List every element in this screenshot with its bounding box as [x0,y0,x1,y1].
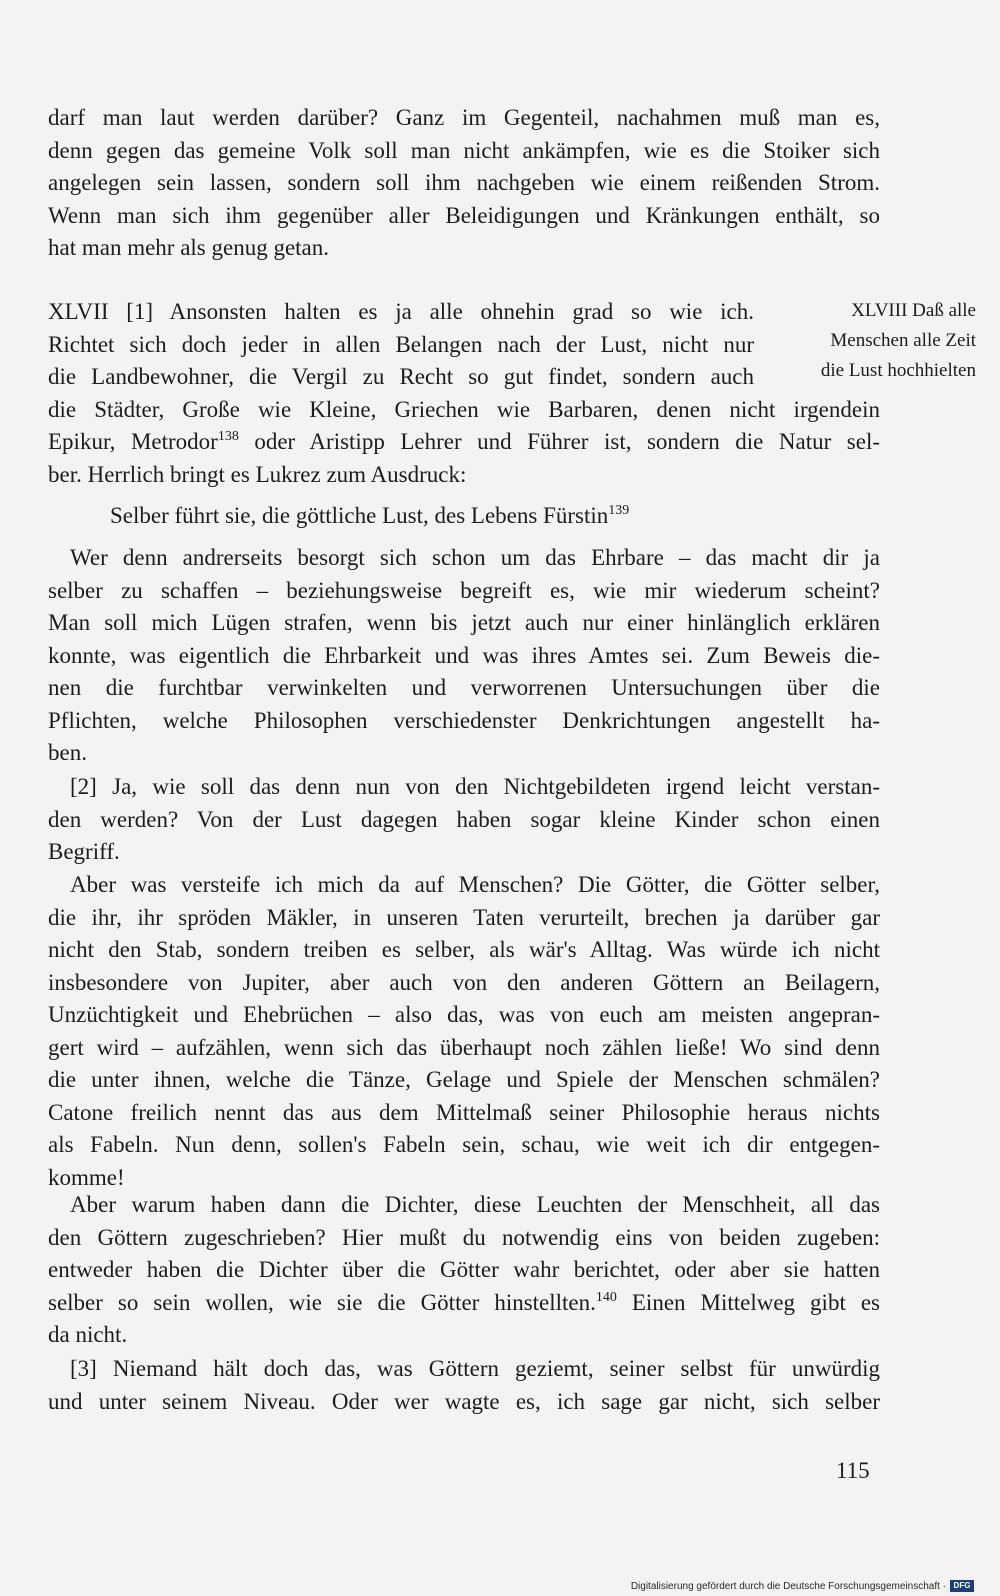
text-line: komme! [48,1164,125,1190]
text-line: die Städter, Große wie Kleine, Griechen wie Barbaren, denen nicht irgendein [48,396,880,422]
text-line: Wer denn andrerseits besorgt sich schon um das Ehrbare – das macht dir ja [70,545,880,570]
text-line: insbesondere von Jupiter, aber auch von den anderen Göttern an Beilagern, [48,969,880,995]
text-fragment: selber so sein wollen, wie sie die Götter hinstellten. [48,1289,596,1315]
text-line: die unter ihnen, welche die Tänze, Gelage und Spiele der Menschen schmälen? [48,1067,880,1092]
text-line: Wenn man sich ihm gegenüber aller Beleidigungen und Kränkungen enthält, so [48,202,880,228]
text-line: selber zu schaffen – beziehungsweise begreift es, wie mir wiederum scheint? [48,577,880,603]
text-line: und unter seinem Niveau. Oder wer wagte es, ich sage gar nicht, sich selber [48,1388,880,1414]
text-line: Aber was versteife ich mich da auf Menschen? Die Götter, die Götter selber, [70,872,880,897]
page-number: 115 [836,1458,870,1483]
text-fragment: oder Aristipp Lehrer und Führer ist, sondern die Natur sel- [238,429,880,454]
dfg-logo: DFG [950,1580,974,1592]
text-line: hat man mehr als genug getan. [48,235,330,260]
text-fragment: Einen Mittelweg gibt es [616,1289,880,1315]
marginal-note [780,296,976,386]
text-line: XLVII [1] Ansonsten halten es ja alle ohnehin grad so wie ich. [48,299,754,324]
marginal-line: XLVIII Daß alle [851,300,976,321]
footnote-ref-139: 139 [608,503,630,518]
text-line: Catone freilich nennt das aus dem Mittelmaß seiner Philosophie heraus nichts [48,1099,880,1125]
text-line: gert wird – aufzählen, wenn sich das überhaupt noch zählen ließe! Wo sind denn [48,1034,880,1060]
text-line: Man soll mich Lügen strafen, wenn bis jetzt auch nur einer hinlänglich erklären [48,610,880,635]
text-line: nicht den Stab, sondern treiben es selber, als wär's Alltag. Was würde ich nicht [48,937,880,962]
footnote-ref-140: 140 [595,1289,617,1305]
quote-text: Selber führt sie, die göttliche Lust, des Lebens Fürstin [110,503,609,528]
text-line: Begriff. [48,839,120,864]
text-line: die Landbewohner, die Vergil zu Recht so gut findet, sondern auch [48,364,754,389]
marginal-line: Menschen alle Zeit [830,330,976,351]
text-line [48,1287,880,1320]
paragraph-3 [48,542,880,770]
text-line: ben. [48,740,87,765]
paragraph-6 [48,1189,880,1352]
paragraph-1 [48,102,880,265]
paragraph-5 [48,869,880,1194]
text-line: Richtet sich doch jeder in allen Belangen nach der Lust, nicht nur [48,331,754,357]
text-line: entweder haben die Dichter über die Götter wahr berichtet, oder aber sie hatten [48,1257,880,1282]
text-line: darf man laut werden darüber? Ganz im Gegenteil, nachahmen muß man es, [48,105,880,130]
text-line: den werden? Von der Lust dagegen haben sogar kleine Kinder schon einen [48,806,880,832]
paragraph-4 [48,771,880,869]
text-line: da nicht. [48,1322,128,1347]
text-line: ber. Herrlich bringt es Lukrez zum Ausdruck: [48,461,467,487]
text-line: als Fabeln. Nun denn, sollen's Fabeln sein, schau, wie weit ich dir entgegen- [48,1132,880,1157]
footnote-ref-138: 138 [217,429,239,444]
verse-quote [110,500,629,532]
text-line: Unzüchtigkeit und Ehebrüchen – also das, was von euch am meisten angepran- [48,1002,880,1027]
text-line: Pflichten, welche Philosophen verschiedenster Denkrichtungen angestellt ha- [48,707,880,733]
text-line: angelegen sein lassen, sondern soll ihm nachgeben wie einem reißenden Strom. [48,170,880,195]
text-line: denn gegen das gemeine Volk soll man nicht ankämpfen, wie es die Stoiker sich [48,137,880,163]
text-fragment: Epikur, Metrodor [48,429,218,454]
text-line: [2] Ja, wie soll das denn nun von den Nichtgebildeten irgend leicht verstan- [70,774,880,799]
text-line: [3] Niemand hält doch das, was Göttern geziemt, seiner selbst für unwürdig [70,1356,880,1381]
text-line: den Göttern zugeschrieben? Hier mußt du notwendig eins von beiden zugeben: [48,1224,880,1250]
paragraph-chapter-xlvii [48,296,880,491]
text-line: Aber warum haben dann die Dichter, diese Leuchten der Menschheit, all das [70,1192,880,1217]
text-line: die ihr, ihr spröden Mäkler, in unseren Taten verurteilt, brechen ja darüber gar [48,904,880,930]
marginal-line: die Lust hochhielten [820,360,976,381]
text-line: konnte, was eigentlich die Ehrbarkeit und was ihres Amtes sei. Zum Beweis die- [48,642,880,668]
text-line: nen die furchtbar verwinkelten und verworrenen Untersuchungen über die [48,675,880,700]
text-line [48,426,880,459]
digitization-footer: Digitalisierung gefördert durch die Deutsche Forschungsgemeinschaft · [630,1581,946,1592]
paragraph-7 [48,1353,880,1418]
